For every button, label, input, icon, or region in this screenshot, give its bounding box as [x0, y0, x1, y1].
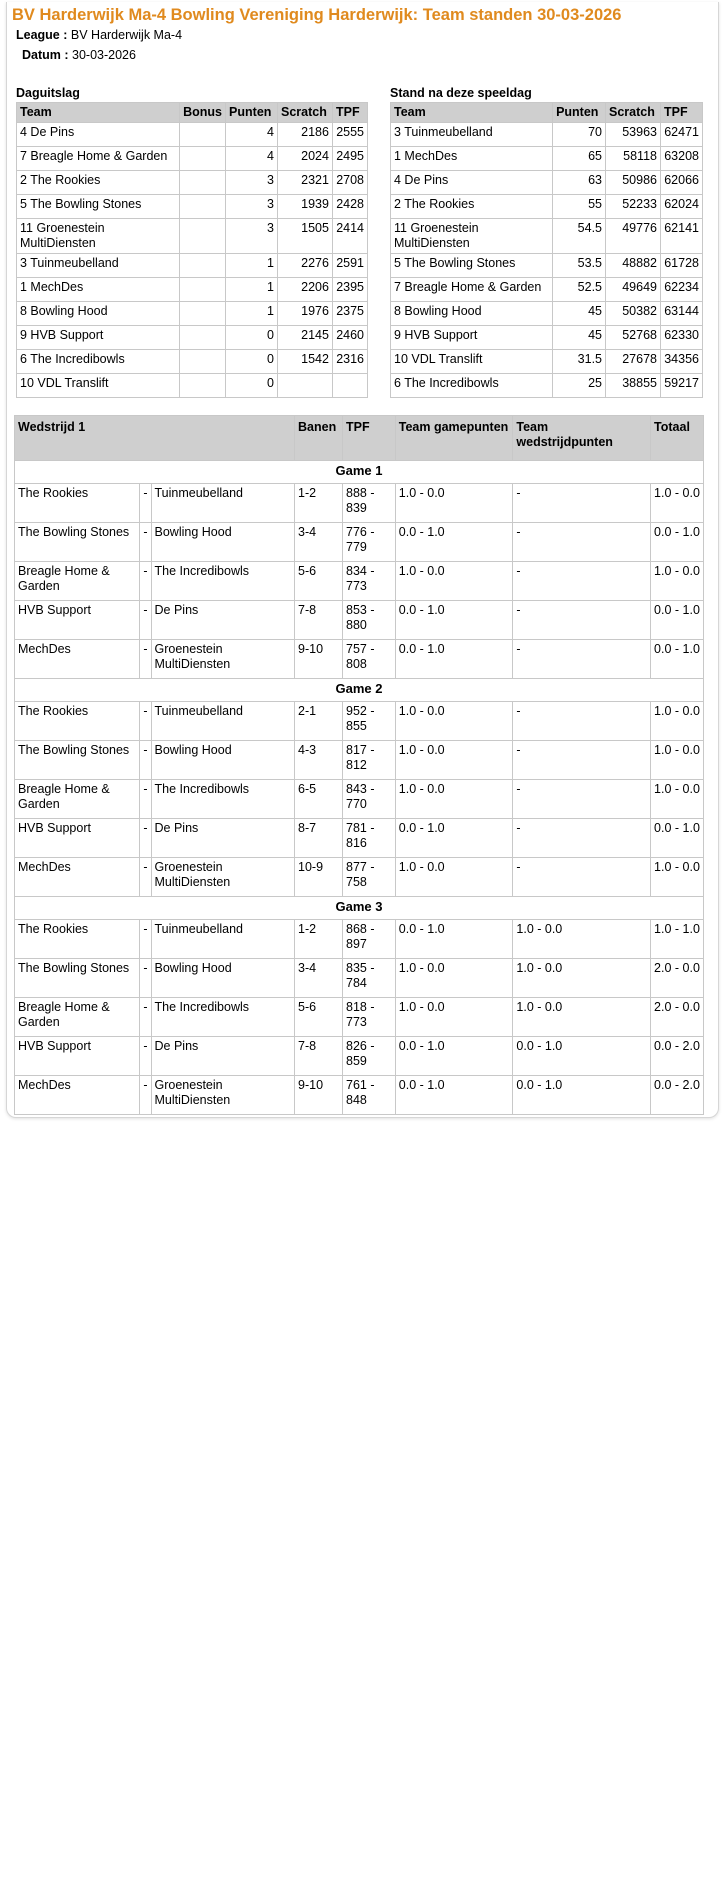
tpf-score: 817 - 812 [343, 741, 396, 780]
matches-table [14, 415, 704, 1115]
table-cell [180, 278, 226, 302]
game-header-row [15, 897, 704, 920]
table-row [17, 147, 368, 171]
separator: - [140, 702, 151, 741]
table-cell: 1505 [278, 219, 333, 254]
table-cell: 2321 [278, 171, 333, 195]
table-cell: 49776 [606, 219, 661, 254]
team-gamepoints: 1.0 - 0.0 [395, 780, 513, 819]
total-points: 1.0 - 0.0 [651, 741, 704, 780]
table-cell: 1 [226, 254, 278, 278]
table-cell: 27678 [606, 350, 661, 374]
away-team: Tuinmeubelland [151, 484, 295, 523]
lanes: 3-4 [295, 959, 343, 998]
table-cell: 38855 [606, 374, 661, 398]
table-row [15, 920, 704, 959]
stand-header: TPF [660, 103, 702, 123]
team-name: 4 De Pins [391, 171, 553, 195]
table-row [15, 562, 704, 601]
home-team: Breagle Home & Garden [15, 780, 140, 819]
team-name: 2 The Rookies [17, 171, 180, 195]
game-header-row [15, 461, 704, 484]
team-name: 6 The Incredibowls [391, 374, 553, 398]
table-row [17, 219, 368, 254]
daguitslag-header: TPF [332, 103, 367, 123]
separator: - [140, 1076, 151, 1115]
table-row [15, 998, 704, 1037]
lanes: 7-8 [295, 601, 343, 640]
table-row [17, 278, 368, 302]
table-cell [180, 147, 226, 171]
date-info [22, 48, 136, 62]
table-cell: 2145 [278, 326, 333, 350]
table-cell: 52.5 [553, 278, 606, 302]
lanes: 3-4 [295, 523, 343, 562]
team-gamepoints: 1.0 - 0.0 [395, 741, 513, 780]
tpf-score: 781 - 816 [343, 819, 396, 858]
separator: - [140, 819, 151, 858]
table-cell: 63144 [660, 302, 702, 326]
table-row [15, 1076, 704, 1115]
table-row [15, 1037, 704, 1076]
table-cell: 31.5 [553, 350, 606, 374]
table-cell: 55 [553, 195, 606, 219]
table-cell: 63 [553, 171, 606, 195]
table-cell [180, 254, 226, 278]
table-cell: 3 [226, 171, 278, 195]
lanes: 2-1 [295, 702, 343, 741]
table-cell: 1 [226, 302, 278, 326]
team-name: 9 HVB Support [17, 326, 180, 350]
team-gamepoints: 1.0 - 0.0 [395, 959, 513, 998]
lanes: 7-8 [295, 1037, 343, 1076]
lanes: 4-3 [295, 741, 343, 780]
separator: - [140, 780, 151, 819]
separator: - [140, 562, 151, 601]
away-team: Bowling Hood [151, 741, 295, 780]
table-row [391, 171, 703, 195]
date-value: 30-03-2026 [72, 48, 136, 62]
table-row [17, 123, 368, 147]
team-name: 5 The Bowling Stones [391, 254, 553, 278]
table-cell: 2428 [332, 195, 367, 219]
table-cell [180, 171, 226, 195]
team-name: 7 Breagle Home & Garden [391, 278, 553, 302]
team-name: 2 The Rookies [391, 195, 553, 219]
team-gamepoints: 1.0 - 0.0 [395, 562, 513, 601]
table-row [17, 350, 368, 374]
table-row [391, 326, 703, 350]
lanes: 8-7 [295, 819, 343, 858]
total-points: 1.0 - 1.0 [651, 920, 704, 959]
table-row [391, 278, 703, 302]
game-title: Game 2 [15, 679, 704, 702]
table-cell: 63208 [660, 147, 702, 171]
away-team: De Pins [151, 1037, 295, 1076]
team-matchpoints: 1.0 - 0.0 [513, 959, 651, 998]
table-cell: 65 [553, 147, 606, 171]
lanes: 5-6 [295, 562, 343, 601]
table-cell [278, 374, 333, 398]
separator: - [140, 920, 151, 959]
team-matchpoints: - [513, 702, 651, 741]
table-cell: 59217 [660, 374, 702, 398]
table-row [391, 302, 703, 326]
table-row [17, 374, 368, 398]
away-team: Groenestein MultiDiensten [151, 858, 295, 897]
matches-header: Wedstrijd 1 [15, 416, 295, 461]
table-row [17, 326, 368, 350]
separator: - [140, 484, 151, 523]
tpf-score: 868 - 897 [343, 920, 396, 959]
table-cell: 2375 [332, 302, 367, 326]
table-cell: 2460 [332, 326, 367, 350]
table-cell: 45 [553, 302, 606, 326]
separator: - [140, 959, 151, 998]
away-team: The Incredibowls [151, 562, 295, 601]
table-cell: 1976 [278, 302, 333, 326]
table-row [15, 741, 704, 780]
team-gamepoints: 1.0 - 0.0 [395, 702, 513, 741]
total-points: 2.0 - 0.0 [651, 998, 704, 1037]
lanes: 1-2 [295, 920, 343, 959]
team-matchpoints: - [513, 601, 651, 640]
table-cell: 70 [553, 123, 606, 147]
team-name: 3 Tuinmeubelland [17, 254, 180, 278]
table-cell: 52233 [606, 195, 661, 219]
league-label: League : [16, 28, 68, 42]
matches-header: TPF [343, 416, 396, 461]
separator: - [140, 640, 151, 679]
table-cell: 2316 [332, 350, 367, 374]
tpf-score: 834 - 773 [343, 562, 396, 601]
table-cell [180, 123, 226, 147]
tpf-score: 818 - 773 [343, 998, 396, 1037]
team-name: 7 Breagle Home & Garden [17, 147, 180, 171]
table-row [15, 819, 704, 858]
tpf-score: 776 - 779 [343, 523, 396, 562]
home-team: HVB Support [15, 1037, 140, 1076]
away-team: Bowling Hood [151, 959, 295, 998]
table-cell: 34356 [660, 350, 702, 374]
away-team: Groenestein MultiDiensten [151, 640, 295, 679]
team-name: 11 Groenestein MultiDiensten [391, 219, 553, 254]
separator: - [140, 601, 151, 640]
lanes: 9-10 [295, 1076, 343, 1115]
table-cell: 2414 [332, 219, 367, 254]
table-row [17, 254, 368, 278]
table-row [15, 601, 704, 640]
team-matchpoints: 1.0 - 0.0 [513, 998, 651, 1037]
table-row [15, 523, 704, 562]
game-title: Game 1 [15, 461, 704, 484]
home-team: Breagle Home & Garden [15, 998, 140, 1037]
date-label: Datum : [22, 48, 69, 62]
separator: - [140, 523, 151, 562]
table-cell: 62066 [660, 171, 702, 195]
team-gamepoints: 0.0 - 1.0 [395, 920, 513, 959]
table-cell: 48882 [606, 254, 661, 278]
table-row [17, 302, 368, 326]
table-cell: 50986 [606, 171, 661, 195]
table-cell: 52768 [606, 326, 661, 350]
team-gamepoints: 0.0 - 1.0 [395, 640, 513, 679]
team-name: 1 MechDes [391, 147, 553, 171]
table-row [15, 484, 704, 523]
table-row [15, 702, 704, 741]
table-row [391, 147, 703, 171]
total-points: 0.0 - 2.0 [651, 1076, 704, 1115]
table-cell: 0 [226, 350, 278, 374]
team-name: 8 Bowling Hood [17, 302, 180, 326]
table-cell: 53963 [606, 123, 661, 147]
table-cell [180, 350, 226, 374]
team-gamepoints: 0.0 - 1.0 [395, 819, 513, 858]
daguitslag-header: Punten [226, 103, 278, 123]
team-matchpoints: - [513, 741, 651, 780]
team-gamepoints: 0.0 - 1.0 [395, 1076, 513, 1115]
table-cell: 0 [226, 326, 278, 350]
away-team: The Incredibowls [151, 780, 295, 819]
home-team: MechDes [15, 858, 140, 897]
team-matchpoints: 0.0 - 1.0 [513, 1076, 651, 1115]
table-cell: 62024 [660, 195, 702, 219]
home-team: The Rookies [15, 484, 140, 523]
separator: - [140, 858, 151, 897]
matches-header: Team gamepunten [395, 416, 513, 461]
table-cell: 2276 [278, 254, 333, 278]
table-cell: 2591 [332, 254, 367, 278]
home-team: The Bowling Stones [15, 959, 140, 998]
separator: - [140, 1037, 151, 1076]
daguitslag-header: Bonus [180, 103, 226, 123]
table-cell [180, 326, 226, 350]
table-cell: 62234 [660, 278, 702, 302]
table-cell: 54.5 [553, 219, 606, 254]
away-team: De Pins [151, 601, 295, 640]
team-name: 10 VDL Translift [391, 350, 553, 374]
team-name: 11 Groenestein MultiDiensten [17, 219, 180, 254]
table-row [17, 171, 368, 195]
table-cell: 62141 [660, 219, 702, 254]
team-name: 4 De Pins [17, 123, 180, 147]
table-cell: 0 [226, 374, 278, 398]
home-team: HVB Support [15, 819, 140, 858]
team-name: 1 MechDes [17, 278, 180, 302]
lanes: 9-10 [295, 640, 343, 679]
matches-header: Totaal [651, 416, 704, 461]
away-team: The Incredibowls [151, 998, 295, 1037]
team-matchpoints: 0.0 - 1.0 [513, 1037, 651, 1076]
team-matchpoints: - [513, 640, 651, 679]
table-row [391, 350, 703, 374]
daguitslag-header-row [17, 103, 368, 123]
away-team: Tuinmeubelland [151, 920, 295, 959]
team-name: 10 VDL Translift [17, 374, 180, 398]
tpf-score: 826 - 859 [343, 1037, 396, 1076]
table-cell [180, 195, 226, 219]
table-row [391, 219, 703, 254]
team-matchpoints: - [513, 523, 651, 562]
team-gamepoints: 0.0 - 1.0 [395, 523, 513, 562]
table-cell: 49649 [606, 278, 661, 302]
table-row [17, 195, 368, 219]
matches-header: Team wedstrijdpunten [513, 416, 651, 461]
table-row [15, 640, 704, 679]
total-points: 2.0 - 0.0 [651, 959, 704, 998]
team-name: 8 Bowling Hood [391, 302, 553, 326]
stand-header-row [391, 103, 703, 123]
total-points: 1.0 - 0.0 [651, 858, 704, 897]
total-points: 1.0 - 0.0 [651, 562, 704, 601]
table-cell: 50382 [606, 302, 661, 326]
away-team: Tuinmeubelland [151, 702, 295, 741]
table-cell: 2708 [332, 171, 367, 195]
table-cell: 2395 [332, 278, 367, 302]
away-team: Groenestein MultiDiensten [151, 1076, 295, 1115]
home-team: MechDes [15, 1076, 140, 1115]
home-team: The Bowling Stones [15, 741, 140, 780]
table-row [15, 780, 704, 819]
table-cell: 45 [553, 326, 606, 350]
home-team: The Rookies [15, 920, 140, 959]
team-matchpoints: - [513, 858, 651, 897]
game-title: Game 3 [15, 897, 704, 920]
matches-header: Banen [295, 416, 343, 461]
home-team: The Rookies [15, 702, 140, 741]
table-cell: 2186 [278, 123, 333, 147]
table-cell: 2495 [332, 147, 367, 171]
total-points: 1.0 - 0.0 [651, 780, 704, 819]
table-row [391, 123, 703, 147]
table-cell: 25 [553, 374, 606, 398]
league-value: BV Harderwijk Ma-4 [70, 28, 183, 42]
tpf-score: 888 - 839 [343, 484, 396, 523]
table-row [15, 858, 704, 897]
table-cell: 53.5 [553, 254, 606, 278]
daguitslag-table [16, 102, 368, 398]
team-matchpoints: - [513, 780, 651, 819]
home-team: HVB Support [15, 601, 140, 640]
table-cell: 1542 [278, 350, 333, 374]
table-row [391, 374, 703, 398]
stand-header: Team [391, 103, 553, 123]
team-gamepoints: 0.0 - 1.0 [395, 1037, 513, 1076]
table-cell: 4 [226, 123, 278, 147]
total-points: 1.0 - 0.0 [651, 484, 704, 523]
total-points: 0.0 - 1.0 [651, 601, 704, 640]
home-team: MechDes [15, 640, 140, 679]
matches-header-row [15, 416, 704, 461]
separator: - [140, 741, 151, 780]
tpf-score: 843 - 770 [343, 780, 396, 819]
table-cell [180, 374, 226, 398]
daguitslag-title: Daguitslag [16, 86, 80, 100]
team-gamepoints: 1.0 - 0.0 [395, 484, 513, 523]
total-points: 1.0 - 0.0 [651, 702, 704, 741]
team-gamepoints: 1.0 - 0.0 [395, 998, 513, 1037]
daguitslag-header: Team [17, 103, 180, 123]
home-team: The Bowling Stones [15, 523, 140, 562]
team-name: 6 The Incredibowls [17, 350, 180, 374]
table-row [391, 195, 703, 219]
table-cell [180, 302, 226, 326]
tpf-score: 761 - 848 [343, 1076, 396, 1115]
page-title: BV Harderwijk Ma-4 Bowling Vereniging Harderwijk: Team standen 30-03-2026 [12, 6, 622, 24]
lanes: 10-9 [295, 858, 343, 897]
lanes: 6-5 [295, 780, 343, 819]
team-matchpoints: - [513, 562, 651, 601]
total-points: 0.0 - 2.0 [651, 1037, 704, 1076]
table-cell: 2024 [278, 147, 333, 171]
league-info [16, 28, 182, 42]
lanes: 5-6 [295, 998, 343, 1037]
table-cell: 62330 [660, 326, 702, 350]
away-team: De Pins [151, 819, 295, 858]
tpf-score: 853 - 880 [343, 601, 396, 640]
team-name: 5 The Bowling Stones [17, 195, 180, 219]
table-cell: 62471 [660, 123, 702, 147]
tpf-score: 952 - 855 [343, 702, 396, 741]
game-header-row [15, 679, 704, 702]
team-matchpoints: - [513, 819, 651, 858]
stand-header: Scratch [606, 103, 661, 123]
table-cell: 61728 [660, 254, 702, 278]
team-name: 3 Tuinmeubelland [391, 123, 553, 147]
total-points: 0.0 - 1.0 [651, 819, 704, 858]
table-cell: 58118 [606, 147, 661, 171]
team-matchpoints: 1.0 - 0.0 [513, 920, 651, 959]
table-cell: 2555 [332, 123, 367, 147]
table-row [15, 959, 704, 998]
table-row [391, 254, 703, 278]
home-team: Breagle Home & Garden [15, 562, 140, 601]
table-cell: 3 [226, 219, 278, 254]
stand-title: Stand na deze speeldag [390, 86, 532, 100]
stand-header: Punten [553, 103, 606, 123]
table-cell: 1 [226, 278, 278, 302]
away-team: Bowling Hood [151, 523, 295, 562]
stand-table [390, 102, 703, 398]
total-points: 0.0 - 1.0 [651, 523, 704, 562]
lanes: 1-2 [295, 484, 343, 523]
team-matchpoints: - [513, 484, 651, 523]
table-cell [332, 374, 367, 398]
table-cell [180, 219, 226, 254]
team-gamepoints: 1.0 - 0.0 [395, 858, 513, 897]
team-gamepoints: 0.0 - 1.0 [395, 601, 513, 640]
separator: - [140, 998, 151, 1037]
table-cell: 3 [226, 195, 278, 219]
tpf-score: 757 - 808 [343, 640, 396, 679]
table-cell: 4 [226, 147, 278, 171]
daguitslag-header: Scratch [278, 103, 333, 123]
tpf-score: 877 - 758 [343, 858, 396, 897]
total-points: 0.0 - 1.0 [651, 640, 704, 679]
table-cell: 1939 [278, 195, 333, 219]
tpf-score: 835 - 784 [343, 959, 396, 998]
table-cell: 2206 [278, 278, 333, 302]
team-name: 9 HVB Support [391, 326, 553, 350]
